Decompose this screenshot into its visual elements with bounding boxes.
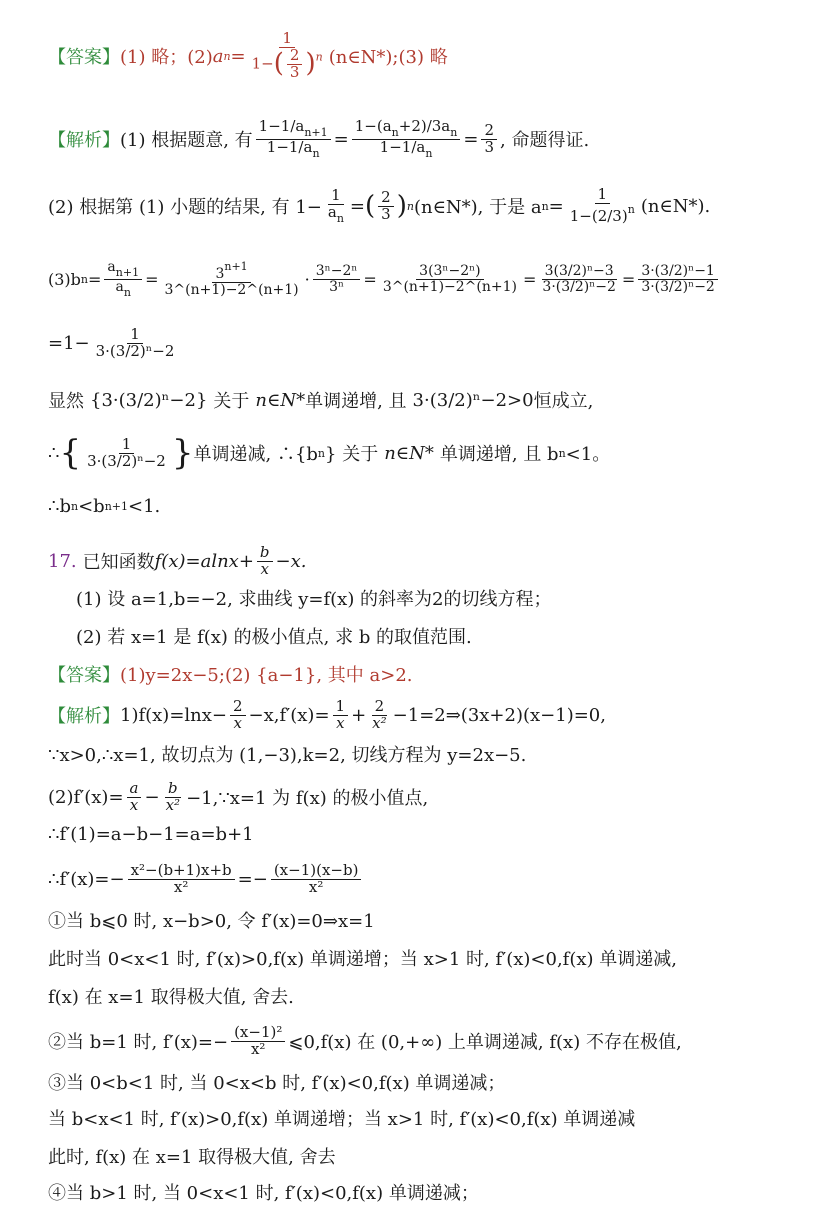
p6-frac-den: 3·(3/2)ⁿ−2 xyxy=(87,451,166,470)
p5-d: n∈N* xyxy=(255,389,306,411)
q17-l1-f1-den: x xyxy=(233,713,242,732)
q17-l5-frac-1 xyxy=(128,860,235,896)
p2-rparen: ) xyxy=(396,191,407,221)
part3-line xyxy=(48,248,840,310)
q17-l5-a: ∴f′(x)=− xyxy=(48,868,125,890)
p3-f1-num-text: a xyxy=(107,258,116,275)
p6-d: } 关于 xyxy=(325,444,379,465)
p2-frac-num: 1 xyxy=(328,188,344,205)
q17-line-13 xyxy=(48,1172,840,1212)
q17-l9-f-den: x² xyxy=(250,1039,266,1058)
p2-frac-den xyxy=(325,202,347,225)
f3-num: 2 xyxy=(481,123,497,140)
q17-l5-f2-num: (x−1)(x−b) xyxy=(271,863,362,880)
p5-b: {3·(3/2)ⁿ−2} xyxy=(90,389,208,411)
p7-a-sub: n xyxy=(70,499,79,513)
q17-stem-c: −x. xyxy=(275,550,307,572)
f2-den-text: 1−1/a xyxy=(379,137,426,156)
q17-l1-frac-1 xyxy=(230,696,246,732)
answer-tag: 【答案】 xyxy=(48,47,120,68)
answer-cond: (n∈N*);(3) 略 xyxy=(328,47,448,68)
p3-f1-den-text: a xyxy=(115,278,124,295)
q17-l1-f3-num: 2 xyxy=(372,699,388,716)
analysis-frac-2 xyxy=(352,116,461,160)
p3-f2-num-sup: n+1 xyxy=(224,259,248,273)
p2-frac-2 xyxy=(567,187,638,225)
den-a: 1− xyxy=(251,54,274,73)
p3-frac-6-den: 3·(3/2)ⁿ−2 xyxy=(641,278,715,295)
p7-b-sub: n+1 xyxy=(104,499,128,513)
p6-c: 单调递减, ∴{b xyxy=(193,444,318,465)
analysis-eq-2: = xyxy=(463,128,479,150)
p3-frac-2 xyxy=(161,261,301,297)
den-lparen: ( xyxy=(273,48,284,79)
p2-frac-2-num: 1 xyxy=(595,187,611,204)
f1-den-sub: n xyxy=(312,146,320,160)
q17-l12: 此时, f(x) 在 x=1 取得极大值, 舍去 xyxy=(48,1147,336,1168)
p2-frac-den-sub: n xyxy=(336,211,344,225)
q17-line-10 xyxy=(48,1062,840,1102)
answer-part1: (1) 略；(2) xyxy=(120,47,213,68)
q17-l1-frac-2 xyxy=(333,696,349,732)
p5-f: 3·(3/2)ⁿ−2>0 xyxy=(412,389,534,411)
analysis-frac-1-num xyxy=(256,116,331,140)
q17-l3-f2-num: b xyxy=(165,781,181,798)
answer-an-sub: n xyxy=(223,49,231,63)
p3-c: = xyxy=(145,269,159,289)
p3-frac-5 xyxy=(539,264,619,294)
q17-line-5 xyxy=(48,854,840,904)
part3-line-4 xyxy=(48,426,840,480)
right-brace: } xyxy=(171,433,194,473)
analysis-frac-1-den xyxy=(264,137,323,160)
p5-g: 恒成立, xyxy=(533,391,594,412)
q17-stem-frac xyxy=(257,542,273,578)
q17-line-9 xyxy=(48,1016,840,1066)
q17-analysis-tag: 【解析】 xyxy=(48,706,120,727)
q17-l6: ①当 b⩽0 时, x−b>0, 令 f′(x)=0⇒x=1 xyxy=(48,911,375,932)
q17-l9-f-num: (x−1)² xyxy=(231,1025,285,1042)
q17-l10: ③当 0<b<1 时, 当 0<x<b 时, f′(x)<0,f(x) 单调递减； xyxy=(48,1073,506,1094)
analysis-frac-2-den xyxy=(377,137,436,160)
p5-a: 显然 xyxy=(48,391,84,412)
p2-inner-num: 2 xyxy=(378,190,394,207)
answer-fraction xyxy=(249,31,326,80)
analysis-line-1 xyxy=(48,112,840,166)
p3-e: = xyxy=(523,269,537,289)
part3-line-2 xyxy=(48,318,840,368)
part3-line-3 xyxy=(48,380,840,420)
p6-g: <1。 xyxy=(565,444,611,465)
q17-line-4 xyxy=(48,814,840,854)
p3-frac-5-den: 3·(3/2)ⁿ−2 xyxy=(542,278,616,295)
p3-frac-6-num: 3·(3/2)ⁿ−1 xyxy=(638,264,718,280)
left-brace: { xyxy=(59,433,82,473)
q17-l4: ∴f′(1)=a−b−1=a=b+1 xyxy=(48,823,254,845)
q17-sub1-text: (1) 设 a=1,b=−2, 求曲线 y=f(x) 的斜率为2的切线方程； xyxy=(76,589,552,610)
p2-frac xyxy=(325,185,347,225)
q17-l3-f1-den: x xyxy=(129,795,139,814)
p2-frac-2-den xyxy=(567,204,638,225)
q17-answer-text: (1)y=2x−5;(2) {a−1}, 其中 a>2. xyxy=(120,665,413,686)
q17-l3-a: (2)f′(x)= xyxy=(48,786,124,808)
q17-l1-b: −x,f′(x)= xyxy=(248,704,330,726)
f1-den-text: 1−1/a xyxy=(266,137,313,156)
q17-l5-f1-den: x² xyxy=(173,877,189,896)
q17-l1-f2-num: 1 xyxy=(333,699,349,716)
p6-c-sub: n xyxy=(317,446,326,460)
answer-eq: = xyxy=(230,45,246,67)
f3-den: 3 xyxy=(484,137,494,156)
p3-frac-4 xyxy=(380,264,520,294)
p2-sup: n xyxy=(406,199,414,213)
p2-a: (2) 根据第 (1) 小题的结果, 有 1− xyxy=(48,197,322,218)
analysis-frac-3 xyxy=(481,120,497,156)
q17-line-7 xyxy=(48,938,840,978)
q17-l11: 当 b<x<1 时, f′(x)>0,f(x) 单调递增；当 x>1 时, f′(x)<0,f(x) 单调递减 xyxy=(48,1109,636,1130)
p3-f1-num-sub: n+1 xyxy=(115,265,140,279)
q17-line-8 xyxy=(48,976,840,1016)
den-rparen: ) xyxy=(305,48,316,79)
p2-lparen: ( xyxy=(365,191,376,221)
p3-a: (3)b xyxy=(48,269,81,289)
den-inner-den: 3 xyxy=(289,62,300,81)
q17-l2: ∵x>0,∴x=1, 故切点为 (1,−3),k=2, 切线方程为 y=2x−5. xyxy=(48,745,527,766)
q17-l1-a: 1)f(x)=lnx− xyxy=(120,704,227,726)
p3-d: = xyxy=(363,269,377,289)
p4-frac-den: 3·(3/2)ⁿ−2 xyxy=(95,341,175,360)
p2-b: = xyxy=(349,195,365,217)
p3-frac-4-den: 3^(n+1)−2^(n+1) xyxy=(382,278,517,295)
q17-answer-tag: 【答案】 xyxy=(48,665,120,686)
p6-a: ∴ xyxy=(48,442,60,464)
p2-inner-den: 3 xyxy=(381,204,391,223)
f1-num-text: 1−1/a xyxy=(258,116,305,135)
answer-line-1 xyxy=(48,29,840,81)
q17-stem-a: 已知函数 xyxy=(82,552,155,573)
p7-a: ∴b xyxy=(48,495,71,517)
q17-l7: 此时当 0<x<1 时, f′(x)>0,f(x) 单调递增；当 x>1 时, f′(x)<0,f(x) 单调递减, xyxy=(48,949,677,970)
q17-l8: f(x) 在 x=1 取得极大值, 舍去. xyxy=(48,987,294,1008)
answer-frac-num: 1 xyxy=(279,31,295,48)
q17-stem-b: f(x)=alnx+ xyxy=(154,550,254,572)
q17-l1-f2-den: x xyxy=(336,713,345,732)
f1-num-sub: n+1 xyxy=(304,125,328,139)
q17-line-1 xyxy=(48,690,840,740)
q17-l1-c: + xyxy=(351,704,367,726)
q17-l9-b: ⩽0,f(x) 在 (0,+∞) 上单调递减, f(x) 不存在极值, xyxy=(288,1032,682,1053)
f2-den-sub: n xyxy=(425,146,433,160)
den-inner-num: 2 xyxy=(287,48,303,65)
q17-l5-f2-den: x² xyxy=(308,877,324,896)
q17-l5-b: =− xyxy=(237,868,268,890)
p2-d-sub: n xyxy=(541,199,549,213)
part3-line-5 xyxy=(48,486,840,526)
p4-frac xyxy=(93,324,178,360)
q17-l5-frac-2 xyxy=(271,860,362,896)
q17-l3-frac-2 xyxy=(163,778,183,814)
p7-c: <1. xyxy=(128,495,161,517)
q17-l9-frac xyxy=(231,1022,285,1058)
analysis-eq-1: = xyxy=(333,128,349,150)
answer-frac-den xyxy=(249,48,326,81)
q17-l1-f3-den: x² xyxy=(372,713,387,732)
p3-frac-1-num xyxy=(104,260,142,280)
analysis-end: , 命题得证. xyxy=(500,130,590,151)
f2-num-sub: n xyxy=(391,125,399,139)
q17-l1-d: −1=2⇒(3x+2)(x−1)=0, xyxy=(392,704,606,726)
p2-g: (n∈N*). xyxy=(640,195,711,217)
q17-line-2 xyxy=(48,734,840,774)
p7-b: <b xyxy=(78,495,105,517)
f2-num-text: 1−(a xyxy=(354,116,392,135)
q17-line-6 xyxy=(48,900,840,940)
p5-c: 关于 xyxy=(213,391,250,412)
p3-dot: · xyxy=(304,269,310,289)
analysis-tag: 【解析】 xyxy=(48,130,120,151)
f2-num-tail: +2)/3a xyxy=(398,116,451,135)
p3-frac-1-den xyxy=(113,280,134,299)
p3-frac-2-den: 3^(n+1)−2^(n+1) xyxy=(164,281,299,298)
q17-l3-f1-num: a xyxy=(127,781,142,798)
p2-frac-2-den-sup: n xyxy=(627,203,635,216)
analysis-frac-2-num xyxy=(352,116,461,140)
analysis-text-1: (1) 根据题意, 有 xyxy=(120,130,253,151)
q17-l3-b: − xyxy=(144,786,160,808)
question-number: 17. xyxy=(48,550,77,572)
part2-line xyxy=(48,182,840,230)
analysis-frac-1 xyxy=(256,116,331,160)
q17-l3-frac-1 xyxy=(127,778,142,814)
p2-d: (n∈N*), 于是 a xyxy=(413,197,542,218)
p4-a: =1− xyxy=(48,332,90,354)
p3-frac-2-num xyxy=(212,261,250,283)
p6-frac-num: 1 xyxy=(119,437,135,454)
p3-frac-4-num: 3(3ⁿ−2ⁿ) xyxy=(416,264,484,280)
p2-frac-den-text: a xyxy=(327,202,337,221)
q17-l3-f2-den: x² xyxy=(165,795,181,814)
q17-line-12 xyxy=(48,1136,840,1176)
q17-l1-frac-3 xyxy=(369,696,389,732)
p3-f: = xyxy=(621,269,636,289)
q17-answer xyxy=(48,654,840,694)
q17-l3-c: −1,∵x=1 为 f(x) 的极小值点, xyxy=(186,788,429,809)
q17-l5-f1-num: x²−(b+1)x+b xyxy=(128,863,235,880)
p3-frac-3-num: 3ⁿ−2ⁿ xyxy=(313,264,361,280)
p3-frac-5-num: 3(3/2)ⁿ−3 xyxy=(542,264,617,280)
p3-frac-3 xyxy=(313,264,361,294)
p3-frac-1 xyxy=(104,260,142,298)
q17-l1-f1-num: 2 xyxy=(230,699,246,716)
p5-e: 单调递增, 且 xyxy=(305,391,407,412)
answer-an: a xyxy=(212,45,224,67)
f2-num-sub2: n xyxy=(450,125,458,139)
p3-frac-6 xyxy=(638,264,718,294)
den-inner-frac xyxy=(287,48,303,81)
p6-frac xyxy=(84,434,169,470)
q17-sub2-text: (2) 若 x=1 是 f(x) 的极小值点, 求 b 的取值范围. xyxy=(76,627,472,648)
q17-stem-frac-den: x xyxy=(260,559,269,578)
q17-l9-a: ②当 b=1 时, f′(x)=− xyxy=(48,1032,229,1053)
den-sup: n xyxy=(315,50,323,64)
p3-f1-den-sub: n xyxy=(123,285,131,299)
p3-a-sub: n xyxy=(80,272,88,286)
p2-e: = xyxy=(548,195,564,217)
p6-f: 单调递增, 且 b xyxy=(439,444,559,465)
q17-line-11 xyxy=(48,1098,840,1138)
p3-f2-num-text: 3 xyxy=(215,265,225,282)
p2-inner-frac xyxy=(378,187,394,223)
q17-stem-frac-num: b xyxy=(257,545,273,562)
p3-b: = xyxy=(88,269,102,289)
p6-f-sub: n xyxy=(558,446,566,460)
p3-frac-3-den: 3ⁿ xyxy=(329,278,345,295)
p4-frac-num: 1 xyxy=(127,327,143,344)
q17-l13: ④当 b>1 时, 当 0<x<1 时, f′(x)<0,f(x) 单调递减； xyxy=(48,1183,479,1204)
p2-frac-2-den-text: 1−(2/3) xyxy=(569,207,628,225)
q17-sub2 xyxy=(76,616,840,656)
q17-sub1 xyxy=(76,578,840,618)
p6-e: n∈N* xyxy=(384,442,434,464)
